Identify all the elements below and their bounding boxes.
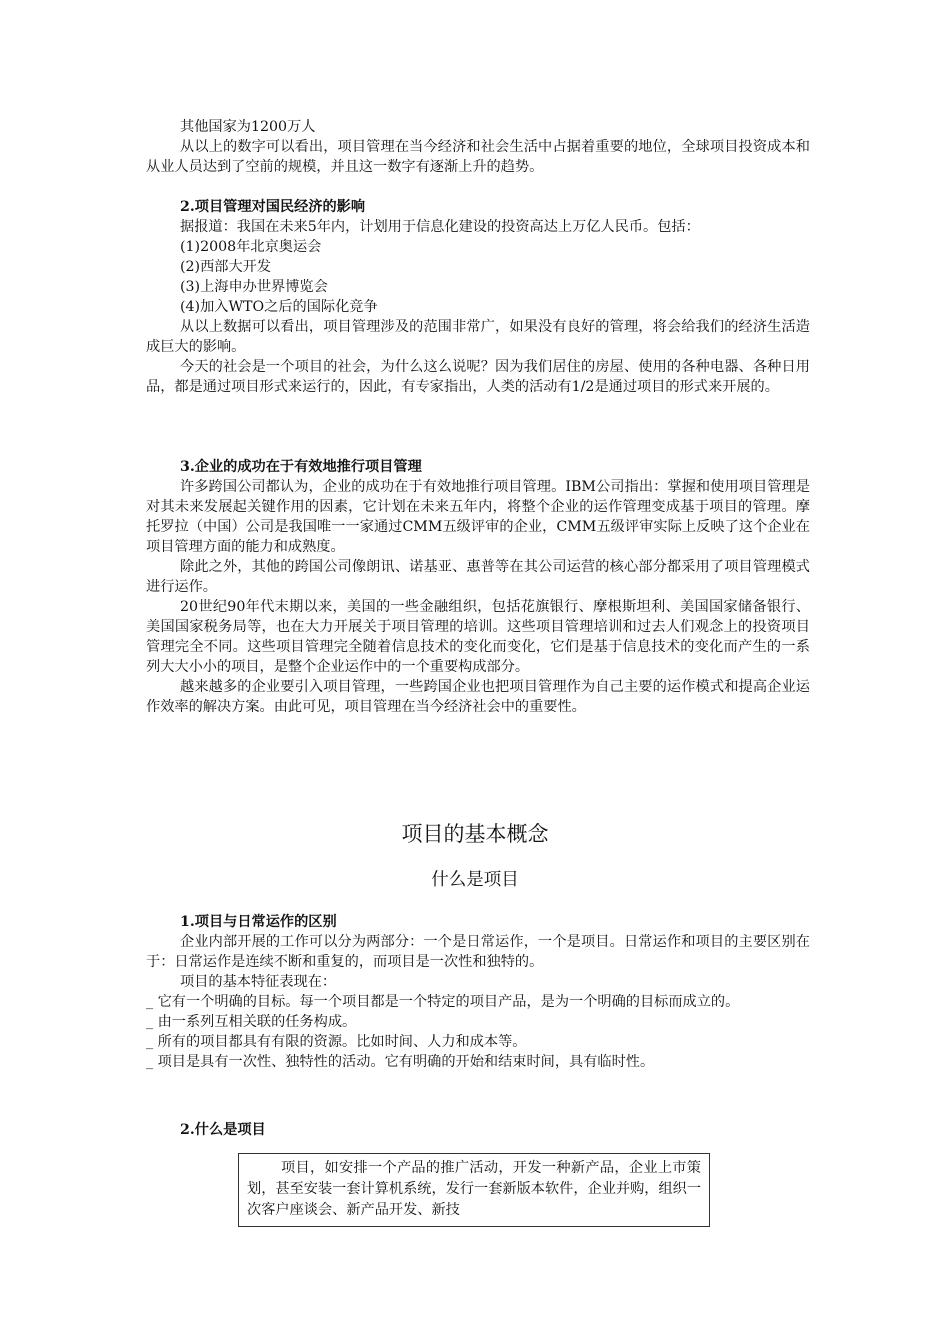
section-enterprise-success — [146, 457, 810, 717]
paragraph: 越来越多的企业要引入项目管理，一些跨国企业也把项目管理作为自己主要的运作模式和提高企业运作效率的解决方案。由此可见，项目管理在当今经济社会中的重要性。 — [146, 679, 810, 715]
section-heading: 2.什么是项目 — [180, 1122, 266, 1138]
section-heading: 3.企业的成功在于有效地推行项目管理 — [180, 459, 422, 475]
paragraph: 20世纪90年代末期以来，美国的一些金融组织，包括花旗银行、摩根斯坦利、美国国家储备银行、美国国家税务局等，也在大力开展关于项目管理的培训。这些项目管理培训和过去人们观念上的投资项目管理完全不同。这些项目管理完全随着信息技术的变化而变化，它们是基于信息技术的变化而产生的一系列大大小小的项目，是整个企业运作中的一个重要构成部分。 — [146, 599, 810, 675]
paragraph: 除此之外，其他的跨国公司像朗讯、诺基亚、惠普等在其公司运营的核心部分都采用了项目管理模式进行运作。 — [146, 559, 810, 595]
section-heading: 2.项目管理对国民经济的影响 — [180, 199, 366, 215]
paragraph: 从以上数据可以看出，项目管理涉及的范围非常广，如果没有良好的管理，将会给我们的经济生活造成巨大的影响。 — [146, 319, 810, 355]
bullet-item: _ 由一系列互相关联的任务构成。 — [146, 1014, 357, 1030]
chapter-subtitle: 什么是项目 — [431, 870, 519, 890]
bullet-item: _ 项目是具有一次性、独特性的活动。它有明确的开始和结束时间，具有临时性。 — [146, 1054, 655, 1070]
paragraph: 许多跨国公司都认为，企业的成功在于有效地推行项目管理。IBM公司指出：掌握和使用项目管理是对其未来发展起关键作用的因素，它计划在未来五年内，将整个企业的运作管理变成基于项目的管理。摩托罗拉（中国）公司是我国唯一一家通过CMM五级评审的企业，CMM五级评审实际上反映了这个企业在项目管理方面的能力和成熟度。 — [146, 479, 810, 555]
paragraph: 据报道：我国在未来5年内，计划用于信息化建设的投资高达上万亿人民币。包括： — [180, 219, 700, 235]
section-heading: 1.项目与日常运作的区别 — [180, 914, 337, 930]
top-section — [146, 117, 810, 177]
definition-box — [238, 1153, 710, 1227]
list-item: (1)2008年北京奥运会 — [180, 239, 322, 255]
section-what-is-project — [146, 1120, 810, 1140]
bullet-item: _ 所有的项目都具有有限的资源。比如时间、人力和成本等。 — [146, 1034, 527, 1050]
definition-text: 项目，如安排一个产品的推广活动，开发一种新产品，企业上市策划，甚至安装一套计算机系统，发行一套新版本软件，企业并购，组织一次客户座谈会、新产品开发、新技 — [247, 1160, 702, 1218]
paragraph: 项目的基本特征表现在： — [180, 974, 337, 990]
bullet-item: _ 它有一个明确的目标。每一个项目都是一个特定的项目产品，是为一个明确的目标而成立的。 — [146, 994, 740, 1010]
paragraph: 企业内部开展的工作可以分为两部分：一个是日常运作，一个是项目。日常运作和项目的主要区别在于：日常运作是连续不断和重复的，而项目是一次性和独特的。 — [146, 934, 810, 970]
list-item: (3)上海申办世界博览会 — [180, 279, 328, 295]
paragraph: 其他国家为1200万人 — [180, 119, 316, 135]
list-item: (2)西部大开发 — [180, 259, 272, 275]
list-item: (4)加入WTO之后的国际化竞争 — [180, 299, 378, 315]
section-project-vs-operations — [146, 912, 810, 1072]
chapter-title: 项目的基本概念 — [401, 822, 549, 846]
section-national-economy — [146, 197, 810, 397]
paragraph: 从以上的数字可以看出，项目管理在当今经济和社会生活中占据着重要的地位，全球项目投资成本和从业人员达到了空前的规模，并且这一数字有逐渐上升的趋势。 — [146, 139, 810, 175]
paragraph: 今天的社会是一个项目的社会，为什么这么说呢？因为我们居住的房屋、使用的各种电器、各种日用品，都是通过项目形式来运行的，因此，有专家指出，人类的活动有1/2是通过项目的形式来开展的。 — [146, 359, 810, 395]
